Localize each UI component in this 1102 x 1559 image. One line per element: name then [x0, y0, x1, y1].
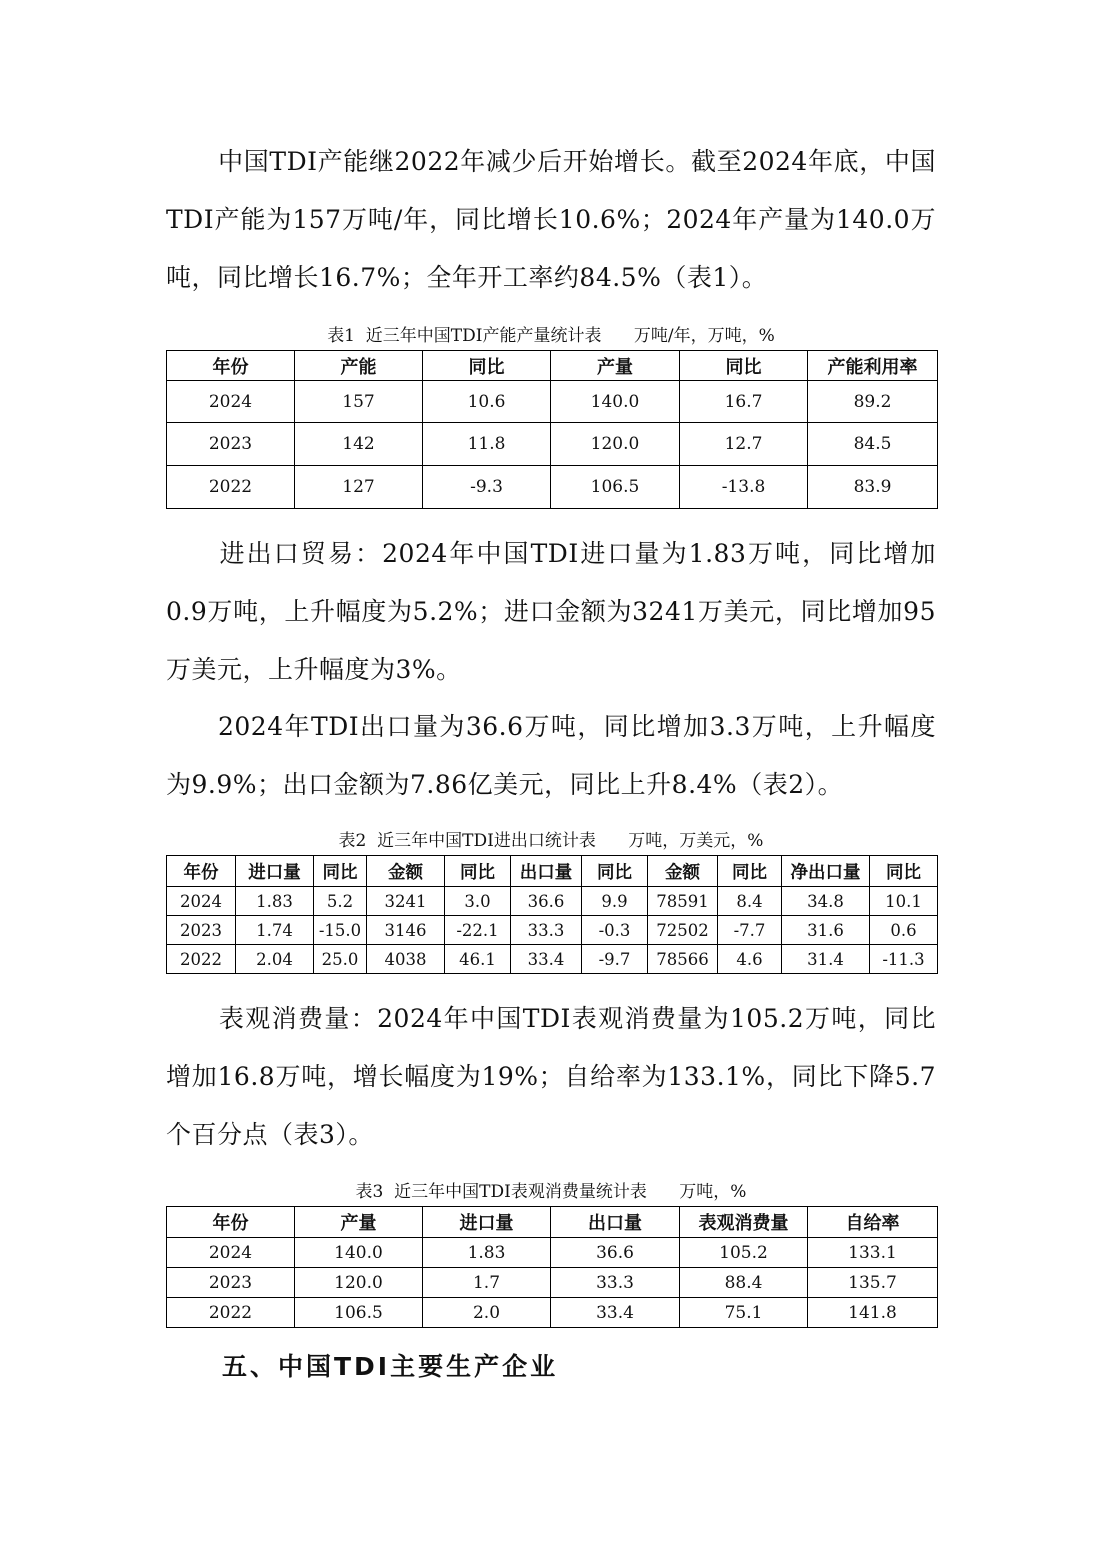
- table-row: [167, 945, 938, 974]
- header-cell: 同比: [718, 856, 782, 887]
- table-cell: -0.3: [582, 916, 648, 945]
- table-cell: 36.6: [551, 1238, 680, 1268]
- table-cell: 78566: [648, 945, 718, 974]
- table-cell: 135.7: [808, 1268, 938, 1298]
- table-cell: 1.7: [423, 1268, 551, 1298]
- table1-caption: 表1 近三年中国TDI产能产量统计表 万吨/年，万吨，%: [327, 326, 775, 346]
- table-cell: 10.6: [423, 381, 551, 423]
- header-cell: 同比: [870, 856, 938, 887]
- table-cell: -11.3: [870, 945, 938, 974]
- table-cell: 84.5: [808, 423, 938, 466]
- table-cell: 10.1: [870, 887, 938, 916]
- header-cell: 金额: [367, 856, 445, 887]
- table-cell: 2024: [167, 887, 236, 916]
- table-cell: 8.4: [718, 887, 782, 916]
- section-heading: 五、中国TDI主要生产企业: [222, 1352, 559, 1381]
- header-cell: 同比: [582, 856, 648, 887]
- table-cell: 2022: [167, 1298, 295, 1328]
- table-cell: 142: [295, 423, 423, 466]
- header-cell: 净出口量: [782, 856, 870, 887]
- header-cell: 金额: [648, 856, 718, 887]
- table-cell: 106.5: [551, 466, 680, 509]
- header-cell: 年份: [167, 856, 236, 887]
- table-cell: 2024: [167, 381, 295, 423]
- table-cell: 2024: [167, 1238, 295, 1268]
- header-cell: 同比: [314, 856, 367, 887]
- paragraph-capacity: 中国TDI产能继2022年减少后开始增长。截至2024年底，中国TDI产能为157万吨/年，同比增长10.6%；2024年产量为140.0万吨，同比增长16.7%；全年开工率约84.5%（表1）。: [166, 147, 936, 292]
- paragraph-export: 2024年TDI出口量为36.6万吨，同比增加3.3万吨，上升幅度为9.9%；出口金额为7.86亿美元，同比上升8.4%（表2）。: [166, 712, 936, 799]
- header-cell: 表观消费量: [680, 1207, 808, 1238]
- table-row: [167, 1298, 938, 1328]
- table-cell: 2023: [167, 1268, 295, 1298]
- header-cell: 年份: [167, 351, 295, 381]
- table-cell: 0.6: [870, 916, 938, 945]
- table-cell: 3241: [367, 887, 445, 916]
- table-cell: -9.3: [423, 466, 551, 509]
- table-cell: 120.0: [551, 423, 680, 466]
- table-cell: 33.3: [511, 916, 582, 945]
- header-cell: 进口量: [423, 1207, 551, 1238]
- table2-import-export: [166, 855, 938, 974]
- table-cell: 33.4: [551, 1298, 680, 1328]
- table-cell: 1.83: [423, 1238, 551, 1268]
- header-cell: 同比: [445, 856, 511, 887]
- table-cell: 4.6: [718, 945, 782, 974]
- table-cell: -15.0: [314, 916, 367, 945]
- table-cell: 34.8: [782, 887, 870, 916]
- table-cell: 46.1: [445, 945, 511, 974]
- table-cell: 11.8: [423, 423, 551, 466]
- table-cell: 31.6: [782, 916, 870, 945]
- table-cell: 78591: [648, 887, 718, 916]
- table-cell: 2022: [167, 945, 236, 974]
- header-cell: 出口量: [511, 856, 582, 887]
- table-cell: 16.7: [680, 381, 808, 423]
- table-row: [167, 466, 938, 509]
- table-cell: 12.7: [680, 423, 808, 466]
- table-cell: 2023: [167, 916, 236, 945]
- table-cell: 5.2: [314, 887, 367, 916]
- table-cell: 141.8: [808, 1298, 938, 1328]
- header-cell: 产量: [295, 1207, 423, 1238]
- table-cell: 2022: [167, 466, 295, 509]
- header-cell: 年份: [167, 1207, 295, 1238]
- table-row: [167, 1238, 938, 1268]
- table-cell: 2.0: [423, 1298, 551, 1328]
- table-cell: 9.9: [582, 887, 648, 916]
- table3-caption: 表3 近三年中国TDI表观消费量统计表 万吨，%: [355, 1182, 747, 1202]
- table-cell: -7.7: [718, 916, 782, 945]
- table-header-row: [167, 351, 938, 381]
- table-cell: 89.2: [808, 381, 938, 423]
- header-cell: 自给率: [808, 1207, 938, 1238]
- table-cell: 72502: [648, 916, 718, 945]
- table1-capacity-output: [166, 350, 938, 509]
- table-cell: 4038: [367, 945, 445, 974]
- table-cell: 31.4: [782, 945, 870, 974]
- table3-consumption: [166, 1206, 938, 1328]
- table-cell: 3146: [367, 916, 445, 945]
- table-cell: 3.0: [445, 887, 511, 916]
- table-cell: 106.5: [295, 1298, 423, 1328]
- table-cell: 1.83: [236, 887, 314, 916]
- paragraph-import: 进出口贸易：2024年中国TDI进口量为1.83万吨，同比增加0.9万吨，上升幅度为5.2%；进口金额为3241万美元，同比增加95万美元，上升幅度为3%。: [166, 539, 936, 684]
- header-cell: 产能利用率: [808, 351, 938, 381]
- table-header-row: [167, 856, 938, 887]
- table-cell: 140.0: [551, 381, 680, 423]
- table-cell: 105.2: [680, 1238, 808, 1268]
- table-cell: 33.4: [511, 945, 582, 974]
- table2-caption: 表2 近三年中国TDI进出口统计表 万吨，万美元，%: [338, 831, 764, 851]
- table-cell: -13.8: [680, 466, 808, 509]
- table-cell: -9.7: [582, 945, 648, 974]
- paragraph-consumption: 表观消费量：2024年中国TDI表观消费量为105.2万吨，同比增加16.8万吨，增长幅度为19%；自给率为133.1%，同比下降5.7个百分点（表3）。: [166, 1004, 936, 1149]
- table-cell: 2.04: [236, 945, 314, 974]
- table-cell: 133.1: [808, 1238, 938, 1268]
- table-row: [167, 887, 938, 916]
- table-header-row: [167, 1207, 938, 1238]
- header-cell: 产能: [295, 351, 423, 381]
- header-cell: 同比: [680, 351, 808, 381]
- table-cell: 120.0: [295, 1268, 423, 1298]
- table-row: [167, 1268, 938, 1298]
- table-cell: 33.3: [551, 1268, 680, 1298]
- header-cell: 出口量: [551, 1207, 680, 1238]
- table-row: [167, 423, 938, 466]
- table-row: [167, 381, 938, 423]
- table-cell: -22.1: [445, 916, 511, 945]
- header-cell: 进口量: [236, 856, 314, 887]
- table-cell: 1.74: [236, 916, 314, 945]
- header-cell: 同比: [423, 351, 551, 381]
- table-cell: 36.6: [511, 887, 582, 916]
- table-row: [167, 916, 938, 945]
- table-cell: 83.9: [808, 466, 938, 509]
- table-cell: 140.0: [295, 1238, 423, 1268]
- table-cell: 88.4: [680, 1268, 808, 1298]
- table-cell: 127: [295, 466, 423, 509]
- table-cell: 2023: [167, 423, 295, 466]
- header-cell: 产量: [551, 351, 680, 381]
- table-cell: 75.1: [680, 1298, 808, 1328]
- table-cell: 25.0: [314, 945, 367, 974]
- table-cell: 157: [295, 381, 423, 423]
